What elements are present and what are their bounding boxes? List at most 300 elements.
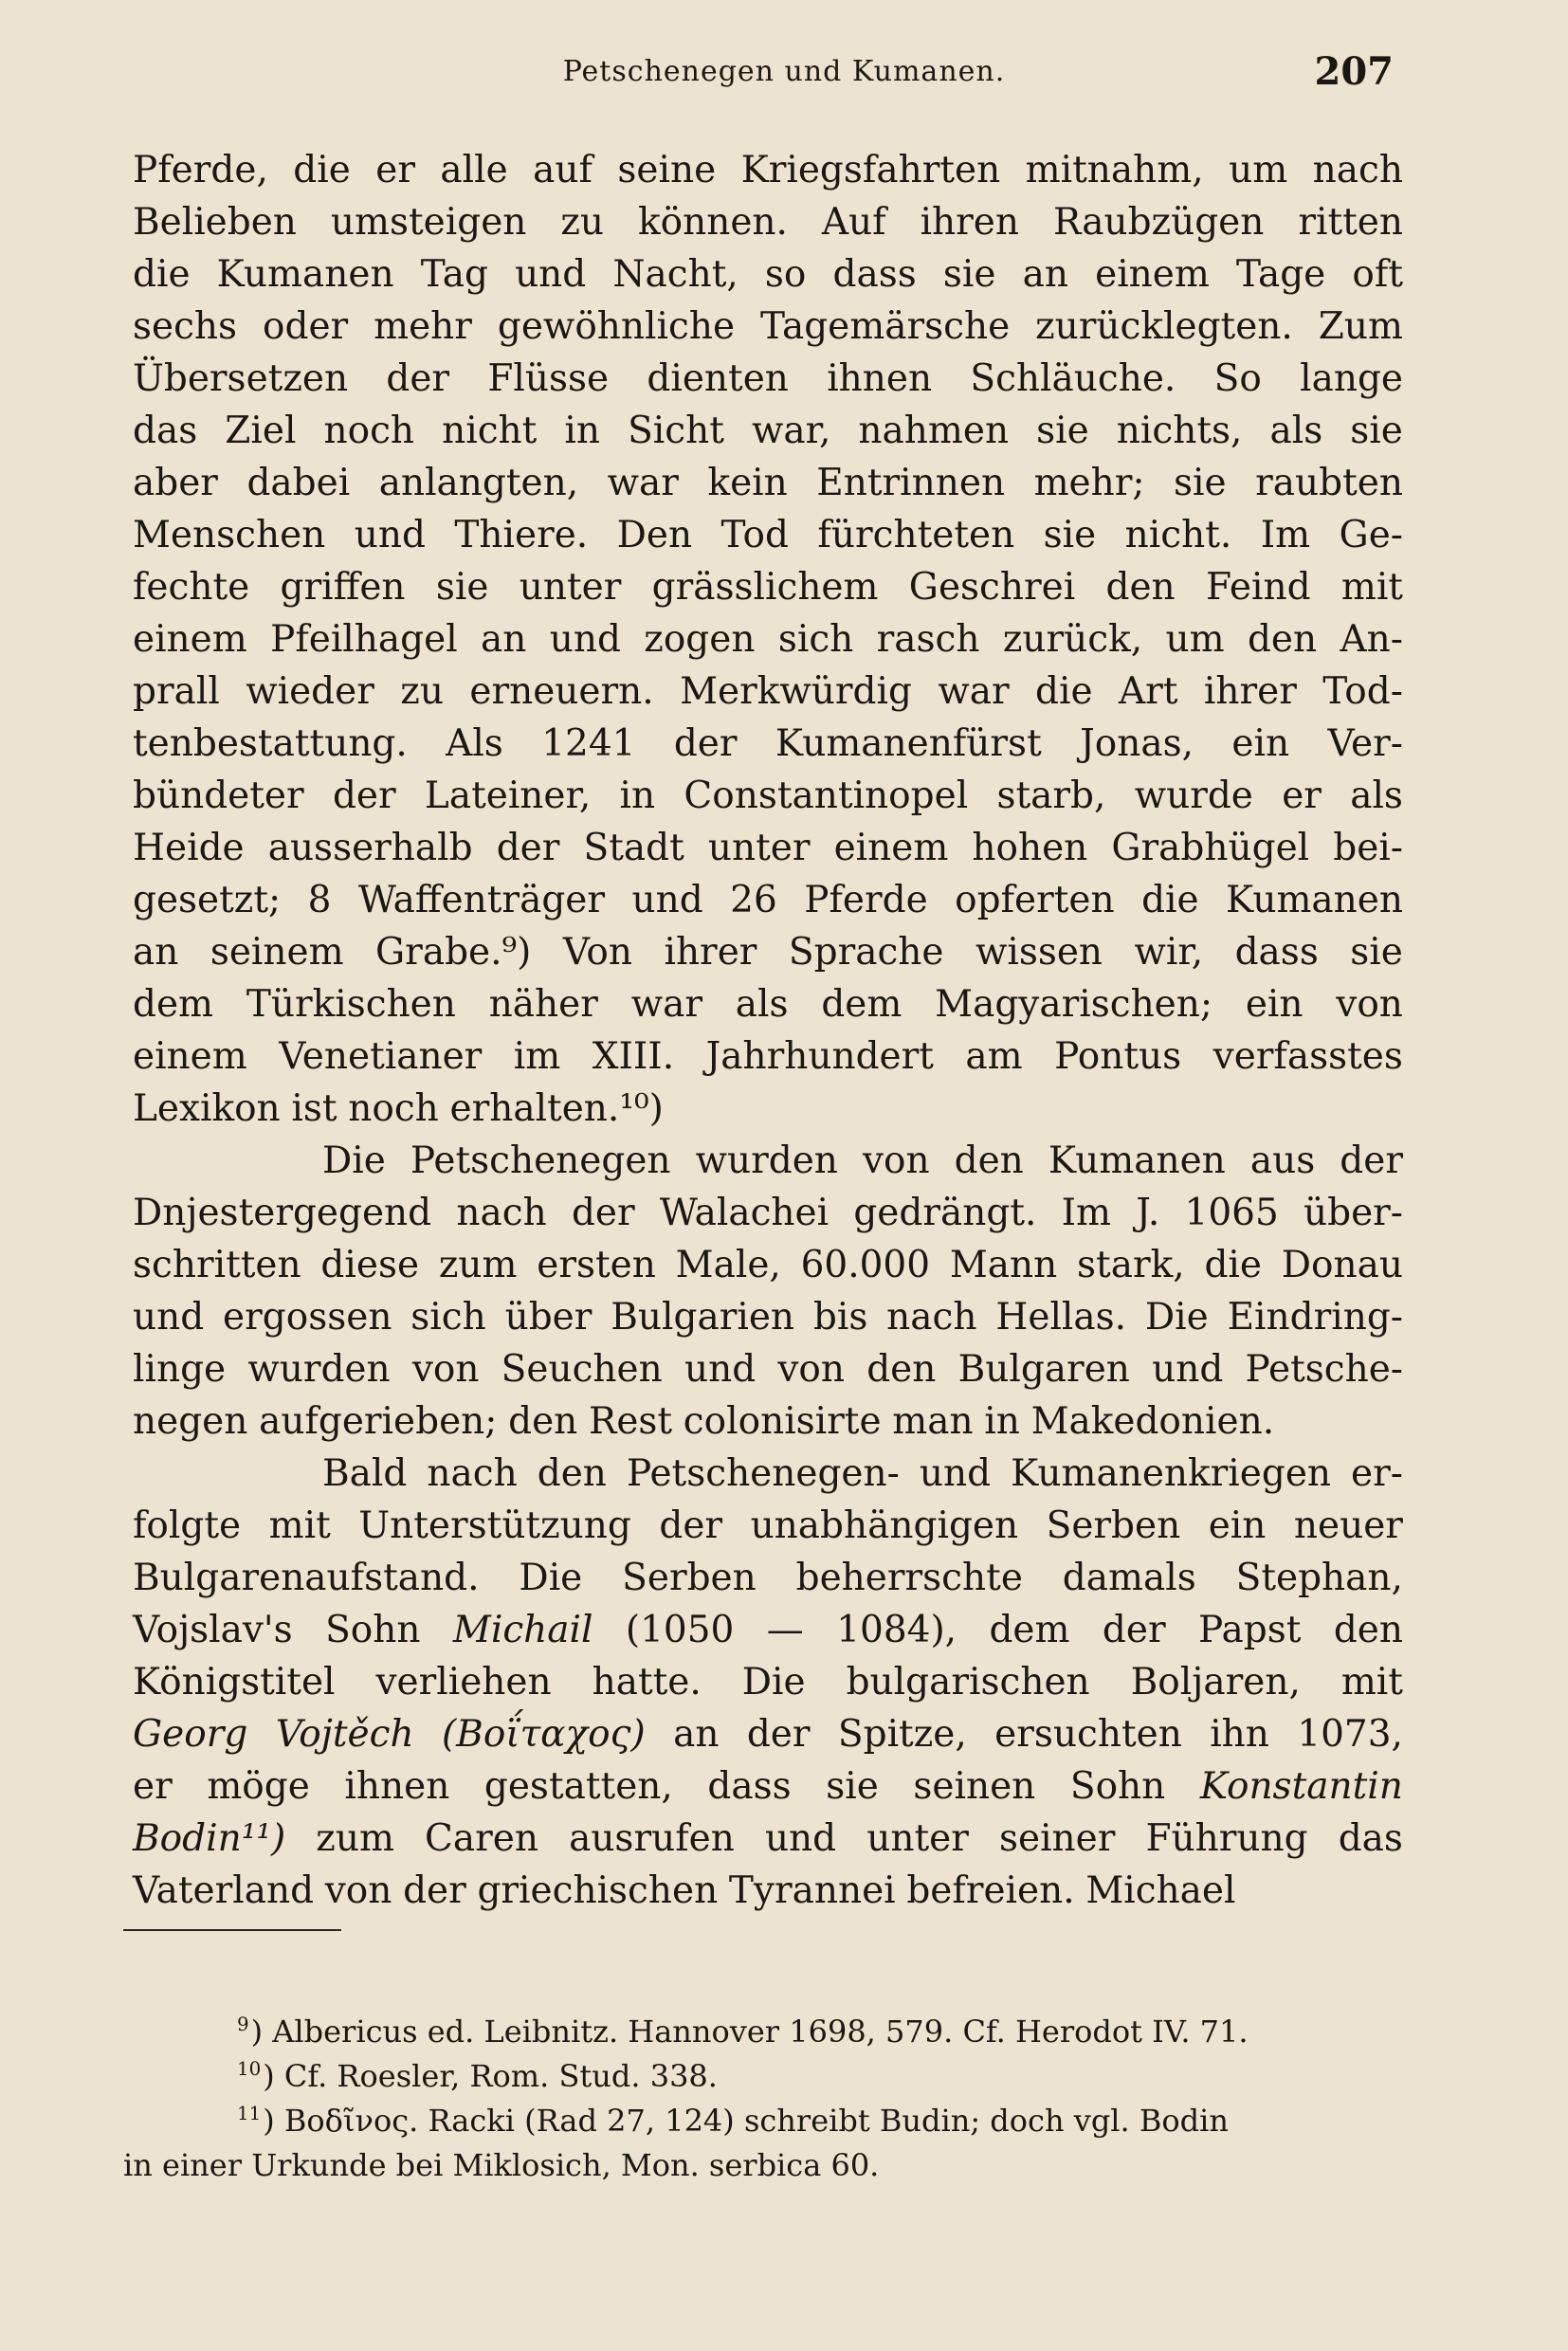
word: von (777, 1348, 845, 1391)
word: tenbestattung. (133, 722, 408, 765)
word: nicht (442, 410, 538, 452)
word: nach (427, 1452, 518, 1495)
word: und (1152, 1348, 1224, 1391)
word: linge (133, 1348, 227, 1391)
word: der (1340, 1139, 1403, 1182)
word: näher (488, 983, 598, 1026)
word: seinem (210, 931, 344, 974)
word: Die (322, 1139, 386, 1182)
word: Bodin¹¹) (133, 1817, 286, 1860)
word: mit (268, 1504, 331, 1547)
word: unter (519, 566, 622, 609)
word: Die (1144, 1296, 1209, 1339)
word: gesetzt; (133, 879, 282, 921)
text-line (133, 1395, 1403, 1448)
word: Sohn (325, 1609, 421, 1651)
word: der (659, 1504, 723, 1547)
footnote-text: in einer Urkunde bei Miklosich, Mon. serbica 60. (123, 2147, 880, 2183)
text-line (133, 1813, 1403, 1865)
word: Unterstützung (358, 1504, 631, 1547)
word: Spitze, (837, 1713, 967, 1756)
word: 1073, (1297, 1713, 1403, 1756)
word: einem (1095, 253, 1210, 296)
word: ein (1231, 722, 1290, 765)
word: Ge- (1339, 514, 1403, 556)
word: Serben (1046, 1504, 1181, 1547)
word: An- (1340, 618, 1403, 661)
word: dass (707, 1765, 792, 1808)
word: in (619, 775, 656, 817)
word: Heide (133, 827, 245, 869)
word: Sicht (628, 410, 724, 452)
word: erhalten.¹⁰) (449, 1087, 664, 1130)
word: ausrufen (569, 1817, 735, 1860)
text-line (133, 1656, 1403, 1708)
word: Schläuche. (970, 357, 1176, 400)
word: und (919, 1452, 992, 1495)
text-line (133, 405, 1403, 457)
page-header (0, 49, 1568, 106)
word: war (938, 670, 1010, 713)
word: Als (446, 722, 503, 765)
word: so (764, 253, 807, 296)
word: Seuchen (501, 1348, 663, 1391)
word: seine (617, 149, 717, 191)
word: zu (560, 201, 605, 244)
word: ersuchten (994, 1713, 1182, 1756)
word: der (386, 357, 450, 400)
word: Die (519, 1557, 583, 1599)
word: mit (1340, 1661, 1403, 1704)
text-line (133, 144, 1403, 196)
word: der (496, 827, 560, 869)
word: Mann (949, 1244, 1058, 1286)
word: gestatten, (483, 1765, 673, 1808)
word: 60.000 (800, 1244, 931, 1286)
word: nahmen (858, 410, 1010, 452)
word: sie (1350, 410, 1403, 452)
word: dass (1234, 931, 1319, 974)
word: einem (833, 827, 949, 869)
footnote-text: ) Cf. Roesler, Rom. Stud. 338. (263, 2058, 718, 2094)
word: den (866, 1348, 937, 1391)
word: sie (942, 253, 996, 296)
word: Michael (1085, 1869, 1236, 1912)
footnote-text: ) Βοδῖνος. Racki (Rad 27, 124) schreibt Budin; doch vgl. Bodin (263, 2103, 1229, 2139)
footnote (123, 2010, 1403, 2054)
text-line (133, 1083, 1403, 1135)
word: zurück, (1002, 618, 1143, 661)
word: Tod (720, 514, 789, 556)
word: mit (1340, 566, 1403, 609)
word: Walachei (659, 1192, 830, 1234)
running-title: Petschenegen und Kumanen. (562, 55, 1006, 88)
word: im (513, 1035, 561, 1078)
word: ergossen (223, 1296, 392, 1339)
word: nach (456, 1192, 547, 1234)
word: ein (1245, 983, 1304, 1026)
word: Male, (675, 1244, 781, 1286)
word: Menschen (133, 514, 326, 556)
word: Petschenegen (410, 1139, 671, 1182)
word: sich (777, 618, 854, 661)
word: noch (323, 410, 415, 452)
word: Pferde (804, 879, 928, 921)
word: Von (562, 931, 633, 974)
word: Venetianer (279, 1035, 483, 1078)
word: Rest (588, 1400, 673, 1443)
word: griechischen (477, 1869, 719, 1912)
word: sie (1043, 514, 1097, 556)
word: Flüsse (487, 357, 610, 400)
word: schritten (133, 1244, 301, 1286)
word: Constantinopel (684, 775, 969, 817)
word: und (764, 1817, 837, 1860)
word: rasch (876, 618, 980, 661)
word: — (766, 1609, 804, 1651)
word: Donau (1281, 1244, 1403, 1286)
word: lange (1300, 357, 1403, 400)
word: Konstantin (1199, 1765, 1403, 1808)
text-line (133, 1865, 1403, 1917)
word: Pferde, (133, 149, 268, 191)
word: der (571, 1192, 635, 1234)
word: um (1165, 618, 1225, 661)
text-line (133, 509, 1403, 561)
word: der (673, 722, 738, 765)
word: alle (440, 149, 508, 191)
word: Bulgarenaufstand. (133, 1557, 480, 1599)
word: Ver- (1327, 722, 1403, 765)
word: sechs (133, 305, 238, 348)
word: neuer (1293, 1504, 1403, 1547)
word: Kumanenfürst (775, 722, 1042, 765)
word: ein (1208, 1504, 1267, 1547)
word: Vaterland (133, 1869, 315, 1912)
footnote (123, 2143, 1403, 2188)
word: Tage (1235, 253, 1326, 296)
word: Bald (322, 1452, 408, 1495)
word: ihnen (827, 357, 933, 400)
word: sie (1174, 462, 1227, 504)
footnotes (123, 2010, 1403, 2188)
word: den (537, 1452, 607, 1495)
word: dass (832, 253, 917, 296)
word: bulgarischen (846, 1661, 1090, 1704)
word: möge (207, 1765, 310, 1808)
word: seiner (998, 1817, 1116, 1860)
word: über- (1304, 1192, 1403, 1234)
word: Führung (1145, 1817, 1308, 1860)
word: Lexikon (133, 1087, 281, 1130)
text-line (133, 248, 1403, 301)
word: noch (348, 1087, 439, 1130)
text-line (133, 561, 1403, 613)
word: ihrer (664, 931, 757, 974)
text-line (133, 353, 1403, 405)
word: aber (133, 462, 218, 504)
word: den (1105, 566, 1176, 609)
footnote-marker: 10 (237, 2058, 262, 2081)
word: Magyarischen; (935, 983, 1213, 1026)
body-text (133, 144, 1403, 1917)
text-line (133, 457, 1403, 509)
footnote (123, 2054, 1403, 2099)
word: Geschrei (908, 566, 1076, 609)
word: der (746, 1713, 811, 1756)
word: auf (533, 149, 593, 191)
text-line (133, 1187, 1403, 1239)
word: oft (1352, 253, 1403, 296)
word: Im (1061, 1192, 1112, 1234)
word: stark, (1077, 1244, 1185, 1286)
word: 1065 (1184, 1192, 1279, 1234)
text-line (133, 978, 1403, 1030)
text-line (133, 1500, 1403, 1552)
word: man (892, 1400, 974, 1443)
word: von (862, 1139, 930, 1182)
word: den (954, 1139, 1024, 1182)
word: an (1022, 253, 1068, 296)
text-line (133, 718, 1403, 770)
word: Vojslav's (133, 1609, 293, 1651)
word: Caren (425, 1817, 538, 1860)
word: hatte. (592, 1661, 702, 1704)
word: der (1102, 1609, 1166, 1651)
word: der (332, 775, 396, 817)
word: 1084), (836, 1609, 957, 1651)
word: in (564, 410, 600, 452)
word: Grabhügel (1111, 827, 1310, 869)
word: verfasstes (1212, 1035, 1403, 1078)
footnote (123, 2099, 1403, 2143)
word: dem (133, 983, 214, 1026)
word: können. (637, 201, 788, 244)
word: anlangten, (378, 462, 579, 504)
word: einem (133, 618, 247, 661)
word: als (1350, 775, 1403, 817)
word: befreien. (906, 1869, 1075, 1912)
word: J. (1136, 1192, 1160, 1234)
footnote-separator (123, 1929, 341, 1931)
word: mehr; (1033, 462, 1145, 504)
word: und (549, 618, 621, 661)
word: Georg (133, 1713, 248, 1756)
word: sie (1350, 931, 1403, 974)
word: colonisirte (683, 1400, 882, 1443)
word: Jonas, (1080, 722, 1194, 765)
word: unter (707, 827, 811, 869)
word: die (1204, 1244, 1262, 1286)
word: Stephan, (1235, 1557, 1403, 1599)
text-line (133, 613, 1403, 665)
word: dienten (647, 357, 789, 400)
word: Kriegsfahrten (740, 149, 1001, 191)
text-line (133, 1760, 1403, 1813)
text-line (133, 1030, 1403, 1083)
word: wurden (247, 1348, 391, 1391)
word: Thiere. (454, 514, 589, 556)
word: verliehen (375, 1661, 552, 1704)
word: er- (1351, 1452, 1403, 1495)
word: Tag (420, 253, 488, 296)
word: ersten (537, 1244, 656, 1286)
word: Zum (1318, 305, 1403, 348)
word: den (508, 1400, 578, 1443)
word: Michail (452, 1609, 593, 1651)
word: zum (316, 1817, 394, 1860)
word: Den (616, 514, 693, 556)
text-line (133, 1135, 1403, 1187)
word: Makedonien. (1030, 1400, 1275, 1443)
word: er (375, 149, 415, 191)
word: damals (1062, 1557, 1196, 1599)
word: fürchteten (817, 514, 1015, 556)
word: einem (133, 1035, 247, 1078)
word: aufgerieben; (259, 1400, 498, 1443)
word: die (133, 253, 191, 296)
word: Raubzügen (1052, 201, 1265, 244)
footnote-marker: 11 (237, 2103, 262, 2125)
word: von (1336, 983, 1403, 1026)
text-line (133, 301, 1403, 353)
word: den (1247, 618, 1318, 661)
text-line (133, 1448, 1403, 1500)
word: von (324, 1869, 392, 1912)
word: Entrinnen (816, 462, 1006, 504)
word: Kumanen (1048, 1139, 1226, 1182)
text-line (133, 196, 1403, 248)
word: wir, (1134, 931, 1204, 974)
word: und (515, 253, 587, 296)
word: nichts, (1116, 410, 1243, 452)
word: Pontus (1054, 1035, 1182, 1078)
word: hohen (972, 827, 1088, 869)
word: diese (320, 1244, 420, 1286)
word: Grabe.⁹) (375, 931, 532, 974)
word: ritten (1298, 201, 1403, 244)
word: unabhängigen (750, 1504, 1019, 1547)
word: dabei (246, 462, 351, 504)
text-line (133, 1291, 1403, 1343)
word: bei- (1333, 827, 1403, 869)
word: (Boΐταχος) (441, 1713, 646, 1756)
word: 1241 (541, 722, 636, 765)
word: fechte (133, 566, 250, 609)
text-line (133, 1552, 1403, 1604)
word: Vojtěch (275, 1713, 414, 1756)
word: die (1035, 670, 1093, 713)
word: das (1338, 1817, 1403, 1860)
word: ausserhalb (267, 827, 473, 869)
word: Königstitel (133, 1661, 336, 1704)
word: griffen (280, 566, 406, 609)
word: sie (1036, 410, 1089, 452)
word: umsteigen (330, 201, 527, 244)
word: nicht. (1124, 514, 1232, 556)
word: ihren (920, 201, 1019, 244)
word: Pfeilhagel (270, 618, 458, 661)
text-line (133, 1343, 1403, 1395)
word: So (1213, 357, 1262, 400)
word: gedrängt. (853, 1192, 1037, 1234)
word: sie (435, 566, 489, 609)
word: der (403, 1869, 466, 1912)
text-line (133, 665, 1403, 718)
word: unter (866, 1817, 969, 1860)
word: als (1269, 410, 1323, 452)
word: den (1333, 1609, 1403, 1651)
word: das (133, 410, 198, 452)
word: nach (1312, 149, 1403, 191)
word: starb, (996, 775, 1106, 817)
text-line (133, 822, 1403, 874)
word: und (684, 1348, 757, 1391)
word: wurde (1134, 775, 1253, 817)
word: Bulgarien (611, 1296, 795, 1339)
word: aus (1249, 1139, 1316, 1182)
word: Art (1119, 670, 1178, 713)
word: wieder (246, 670, 374, 713)
word: zurücklegten. (1035, 305, 1293, 348)
word: 8 (307, 879, 332, 921)
word: er (1282, 775, 1322, 817)
word: Im (1260, 514, 1311, 556)
word: folgte (133, 1504, 242, 1547)
word: Petsche- (1245, 1348, 1403, 1391)
word: wissen (975, 931, 1103, 974)
word: Tod- (1322, 670, 1403, 713)
word: beherrschte (795, 1557, 1023, 1599)
word: XIII. (592, 1035, 675, 1078)
word: zogen (644, 618, 756, 661)
word: erneuern. (469, 670, 654, 713)
word: mitnahm, (1025, 149, 1204, 191)
word: Sprache (788, 931, 944, 974)
text-line (133, 926, 1403, 978)
word: ist (291, 1087, 337, 1130)
word: Kumanenkriegen (1011, 1452, 1332, 1495)
word: Übersetzen (133, 357, 349, 400)
word: war (607, 462, 679, 504)
word: gewöhnliche (497, 305, 736, 348)
word: Die (741, 1661, 806, 1704)
word: Eindring- (1227, 1296, 1403, 1339)
word: war, (751, 410, 831, 452)
word: Kumanen (216, 253, 394, 296)
word: Petschenegen- (626, 1452, 900, 1495)
word: und (354, 514, 426, 556)
word: wurden (695, 1139, 838, 1182)
word: Papst (1198, 1609, 1302, 1651)
word: Feind (1205, 566, 1311, 609)
text-line (133, 1604, 1403, 1656)
word: 26 (730, 879, 777, 921)
word: Merkwürdig (680, 670, 912, 713)
word: bündeter (133, 775, 304, 817)
word: grässlichem (651, 566, 879, 609)
word: ihnen (344, 1765, 450, 1808)
word: an (133, 931, 179, 974)
word: oder (263, 305, 349, 348)
word: die (1141, 879, 1199, 921)
word: dem (989, 1609, 1070, 1651)
word: Auf (821, 201, 886, 244)
word: prall (133, 670, 220, 713)
word: um (1229, 149, 1288, 191)
word: in (984, 1400, 1020, 1443)
word: und (133, 1296, 205, 1339)
